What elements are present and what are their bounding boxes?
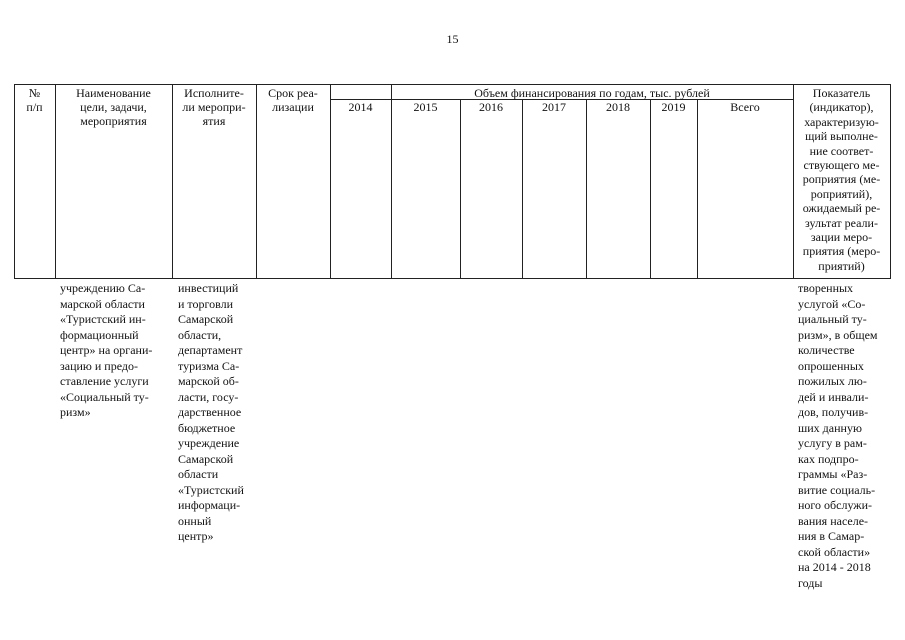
row-executor-line: области, [178,327,222,342]
header-indicator-line: роприятий), [810,186,873,201]
row-name-line: зацию и предо- [60,358,138,373]
row-executor-line: инвестиций [178,281,239,295]
row-executor-line: ласти, госу- [178,389,239,404]
header-year-2018: 2018 [606,100,630,114]
header-num-line: № [28,86,41,100]
row-executor-line: туризма Са- [178,358,240,373]
header-financing: Объем финансирования по годам, тыс. рублей [474,86,710,100]
col-border-12 [890,84,891,279]
row-indicator-line: ской области» [798,544,871,559]
row-indicator-line: ках подпро- [798,451,859,466]
page-number: 15 [446,32,459,46]
row-executor-line: учреждение [178,436,240,450]
col-border-9 [650,99,651,279]
header-executor-line: Исполните- [184,86,244,100]
row-indicator-line: ризм», в общем [798,327,878,342]
header-year-2014: 2014 [348,100,373,114]
row-indicator-line: годы [798,575,823,590]
row-indicator-line: дов, получив- [798,405,869,419]
header-year-2015: 2015 [413,100,438,114]
row-indicator-line: дей и инвали- [798,389,869,404]
header-indicator-line: характеризую- [804,114,879,129]
row-name-line: формационный [60,327,139,342]
header-year-2019: 2019 [661,100,686,114]
row-name-line: ставление услуги [60,374,149,388]
header-indicator-line: ожидаемый ре- [802,201,881,216]
header-num [14,86,55,114]
row-name-line: «Социальный ту- [60,389,149,404]
header-year-2017: 2017 [542,100,566,114]
row-name-line: ризм» [60,405,91,419]
table-top-border [14,84,890,85]
header-year-2016: 2016 [479,100,503,114]
header-indicator-line: приятия (меро- [802,244,881,259]
header-executor [172,86,256,128]
row-indicator-line: творенных [798,281,854,295]
header-indicator-line: приятий) [818,258,865,273]
header-name-line: цели, задачи, [80,100,147,114]
col-border-10 [697,99,698,279]
row-indicator-line: количестве [798,343,855,357]
header-indicator-line: (индикатор), [809,100,874,115]
row-executor-line: бюджетное [178,420,236,435]
row-name-line: «Туристский ин- [60,312,146,326]
row-indicator-line: опрошенных [798,358,864,373]
header-indicator-line: роприятия (ме- [802,172,881,187]
header-num-line: п/п [26,100,43,114]
header-executor-line: ли меропри- [182,100,246,114]
row-indicator-line: витие социаль- [798,482,876,497]
row-executor-line: дарственное [178,405,242,419]
header-name [55,86,172,128]
header-name-line: Наименование [76,86,151,100]
row-executor-line: онный [178,513,212,528]
header-term-line: лизации [272,100,314,114]
row-indicator-line: ших данную [798,420,862,435]
table-header-bottom-border [14,278,890,279]
row-executor-line: области [178,467,219,481]
row-executor-line: и торговли [178,296,234,311]
header-name-line: мероприятия [80,114,147,128]
row-indicator-line: ния в Самар- [798,529,865,543]
row-executor-line: департамент [178,343,243,357]
row-indicator-line: циальный ту- [798,312,867,326]
header-indicator-line: ствующего ме- [803,158,880,173]
row-executor-cell [178,281,256,545]
header-indicator-line: Показатель [812,86,871,100]
header-indicator [793,86,890,273]
row-executor-line: информаци- [178,498,241,512]
row-executor-line: марской об- [178,374,239,388]
col-border-7 [522,99,523,279]
row-executor-line: Самарской [178,312,234,326]
header-indicator-line: ние соответ- [809,143,874,158]
row-executor-line: Самарской [178,451,234,466]
row-executor-line: центр» [178,529,214,543]
row-indicator-line: ного обслужи- [798,498,873,512]
header-term [256,86,330,114]
row-indicator-line: на 2014 - 2018 [798,560,871,574]
header-total: Всего [730,100,760,114]
row-indicator-line: услугу в рам- [798,436,867,450]
row-name-line: центр» на органи- [60,343,153,357]
header-indicator-line: зультат реали- [805,215,878,230]
header-term-line: Срок реа- [268,86,318,100]
row-indicator-line: пожилых лю- [798,374,867,388]
header-executor-line: ятия [202,114,226,128]
row-name-line: марской области [60,296,145,311]
row-indicator-line: граммы «Раз- [798,467,868,481]
header-indicator-line: зации меро- [810,230,873,245]
col-border-6 [460,99,461,279]
row-indicator-line: вания населе- [798,513,869,528]
header-indicator-line: щий выполне- [805,129,878,144]
row-executor-line: «Туристский [178,482,244,497]
col-border-8 [586,99,587,279]
row-indicator-line: услугой «Со- [798,296,866,311]
row-name-cell [60,281,170,421]
row-indicator-cell [798,281,892,591]
row-name-line: учреждению Са- [60,281,146,295]
